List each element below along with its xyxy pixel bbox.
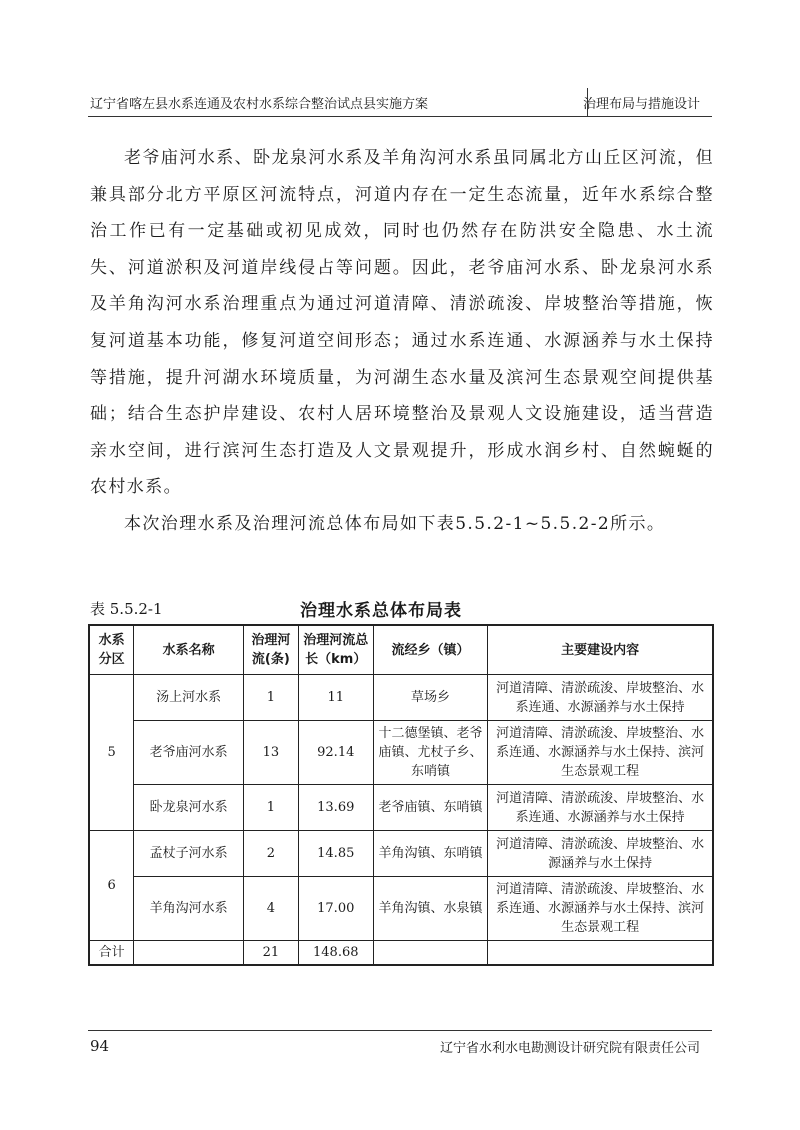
header-title: 辽宁省喀左县水系连通及农村水系综合整治试点县实施方案: [90, 97, 429, 112]
length-cell: 17.00: [298, 877, 373, 941]
header-towns: 流经乡（镇）: [373, 625, 488, 675]
table-row: [89, 785, 713, 831]
count-cell: 2: [243, 831, 298, 877]
table-row: [89, 721, 713, 785]
zone-cell: 5: [89, 675, 134, 831]
total-length: 148.68: [298, 941, 373, 966]
table-header-row: [89, 625, 713, 675]
header-section: 治理布局与措施设计: [582, 97, 700, 112]
paragraph: 老爷庙河水系、卧龙泉河水系及羊角沟河水系虽同属北方山丘区河流，但兼具部分北方平原区河流特点，河道内存在一定生态流量，近年水系综合整治工作已有一定基础或初见成效，同时也仍然存在防洪安全隐患、水土流失、河道淤积及河道岸线侵占等问题。因此，老爷庙河水系、卧龙泉河水系及羊角沟河水系治理重点为通过河道清障、清淤疏浚、岸坡整治等措施，恢复河道基本功能，修复河道空间形态；通过水系连通、水源涵养与水土保持等措施，提升河湖水环境质量，为河湖生态水量及滨河生态景观空间提供基础；结合生态护岸建设、农村人居环境整治及景观人文设施建设，适当营造亲水空间，进行滨河生态打造及人文景观提升，形成水润乡村、自然蜿蜒的农村水系。: [90, 148, 714, 498]
length-cell: 11: [298, 675, 373, 721]
page-number: 94: [90, 1037, 110, 1055]
content-cell: 河道清障、清淤疏浚、岸坡整治、水系连通、水源涵养与水土保持: [488, 675, 713, 721]
content-cell: 河道清障、清淤疏浚、岸坡整治、水系连通、水源涵养与水土保持、滨河生态景观工程: [488, 877, 713, 941]
header-name: 水系名称: [134, 625, 244, 675]
total-row: [89, 941, 713, 966]
name-cell: 卧龙泉河水系: [134, 785, 244, 831]
table-number: 表 5.5.2-1: [90, 600, 163, 618]
count-cell: 1: [243, 675, 298, 721]
name-cell: 羊角沟河水系: [134, 877, 244, 941]
layout-table: [88, 624, 714, 966]
header-content: 主要建设内容: [488, 625, 713, 675]
content-cell: 河道清障、清淤疏浚、岸坡整治、水源涵养与水土保持: [488, 831, 713, 877]
count-cell: 4: [243, 877, 298, 941]
header-rule: [88, 116, 712, 117]
zone-cell: 6: [89, 831, 134, 941]
paragraph: 本次治理水系及治理河流总体布局如下表5.5.2-1~5.5.2-2所示。: [124, 513, 666, 534]
total-label: 合计: [89, 941, 134, 966]
total-count: 21: [243, 941, 298, 966]
total-empty-cell: [373, 941, 488, 966]
name-cell: 孟杖子河水系: [134, 831, 244, 877]
table-row: [89, 831, 713, 877]
name-cell: 汤上河水系: [134, 675, 244, 721]
header-count: 治理河流(条): [243, 625, 298, 675]
name-cell: 老爷庙河水系: [134, 721, 244, 785]
table-row: [89, 877, 713, 941]
count-cell: 13: [243, 721, 298, 785]
table-title: 治理水系总体布局表: [300, 601, 462, 621]
table-row: [89, 675, 713, 721]
header-zone: 水系分区: [89, 625, 134, 675]
body-text: [90, 140, 714, 543]
length-cell: 92.14: [298, 721, 373, 785]
towns-cell: 羊角沟镇、东哨镇: [373, 831, 488, 877]
towns-cell: 草场乡: [373, 675, 488, 721]
content-cell: 河道清障、清淤疏浚、岸坡整治、水系连通、水源涵养与水土保持: [488, 785, 713, 831]
towns-cell: 老爷庙镇、东哨镇: [373, 785, 488, 831]
header-length: 治理河流总长（km）: [298, 625, 373, 675]
content-cell: 河道清障、清淤疏浚、岸坡整治、水系连通、水源涵养与水土保持、滨河生态景观工程: [488, 721, 713, 785]
count-cell: 1: [243, 785, 298, 831]
length-cell: 13.69: [298, 785, 373, 831]
towns-cell: 羊角沟镇、水泉镇: [373, 877, 488, 941]
towns-cell: 十二德堡镇、老爷庙镇、尤杖子乡、东哨镇: [373, 721, 488, 785]
total-empty-cell: [488, 941, 713, 966]
footer-organization: 辽宁省水利水电勘测设计研究院有限责任公司: [439, 1041, 700, 1056]
length-cell: 14.85: [298, 831, 373, 877]
footer-rule: [88, 1030, 712, 1031]
total-empty-cell: [134, 941, 244, 966]
